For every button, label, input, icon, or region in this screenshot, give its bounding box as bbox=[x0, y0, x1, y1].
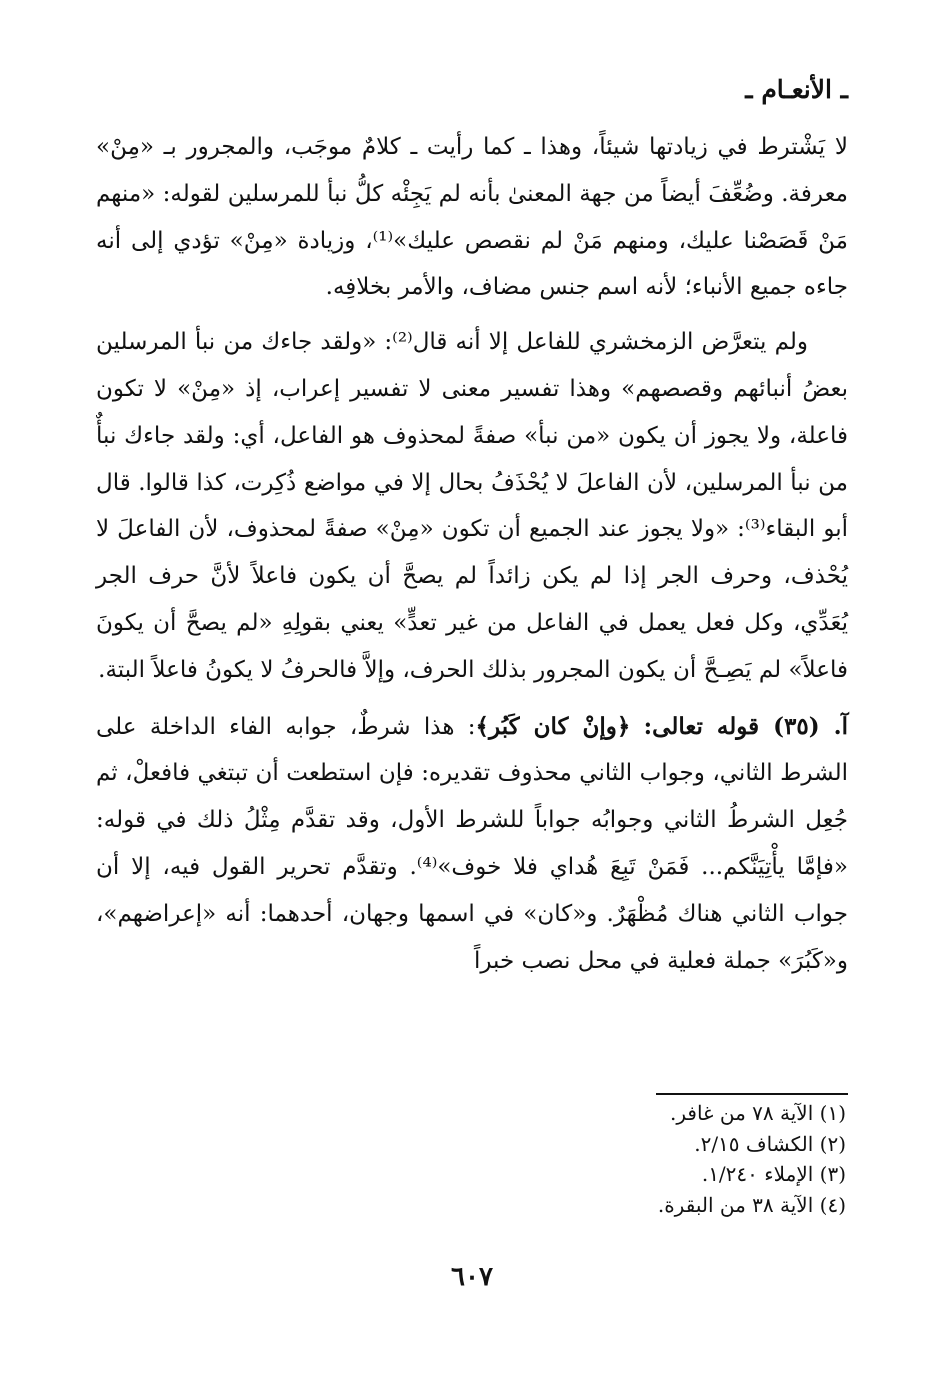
verse-reference-label: آ. (٣٥) قوله تعالى: bbox=[643, 712, 848, 740]
quran-quote: ﴿وإنْ كان كَبُر﴾ bbox=[475, 712, 631, 740]
footnote-2: (٢) الكشاف ٢/١٥. bbox=[694, 1131, 846, 1156]
footnote-1: (١) الآية ٧٨ من غافر. bbox=[670, 1101, 846, 1125]
footnotes-list bbox=[346, 1098, 846, 1220]
paragraph-2: ولم يتعرَّض الزمخشري للفاعل إلا أنه قال⁽²⁾: «ولقد جاءك من نبأ المرسلين بعضُ أنبائهم وقصصهم» وهذا تفسير معنى لا تفسير إعراب، إذ «مِنْ» لا تكون فاعلة، ولا يجوز أن يكون «من نبأ» صفةً لمحذوف هو الفاعل، أي: ولقد جاءك نبأٌ من نبأ المرسلين، لأن الفاعلَ لا يُحْذَفُ بحال إلا في مواضع ذُكِرت، كذا قالوا. قال أبو البقاء⁽³⁾: «ولا يجوز عند الجميع أن تكون «مِنْ» صفةً لمحذوف، لأن الفاعلَ لا يُحْذف، وحرف الجر إذا لم يكن زائداً لم يصحَّ أن يكون فاعلاً لأنَّ حرف الجر يُعَدِّي، وكل فعل يعمل في الفاعل من غير تعدٍّ» يعني بقولِهِ «لم يصحَّ أن يكونَ فاعلاً» لم يَصِـحَّ أن يكون المجرور بذلك الحرف، وإلاَّ فالحرفُ لا يكونُ فاعلاً البتة. bbox=[96, 329, 849, 683]
page-number: ٦٠٧ bbox=[451, 1262, 493, 1292]
paragraph-3-text: : هذا شرطٌ، جوابه الفاء الداخلة على الشرط الثاني، وجواب الثاني محذوف تقديره: فإن استطعت أن تبتغي فافعلْ، ثم جُعِل الشرطُ الثاني وجوابُه جواباً للشرط الأول، وقد تقدَّم مِثْلُ ذلك في قوله: «فإمَّا يأْتِيَنَّكم... فَمَنْ تَبِعَ هُداي فلا خوف»⁽⁴⁾. وتقدَّم تحرير القول فيه، إلا أن جواب الثاني هناك مُظْهَرٌ. و«كان» في اسمها وجهان، أحدهما: أنه «إعراضهم»، و«كَبُرَ» جملة فعلية في محل نصب خبراً bbox=[96, 713, 849, 974]
footnote-separator bbox=[656, 1093, 848, 1095]
main-text bbox=[96, 124, 848, 984]
footnote-3: (٣) الإملاء ١/٢٤٠. bbox=[701, 1162, 846, 1186]
paragraph-3 bbox=[96, 704, 848, 985]
paragraph-1: لا يَشْترط في زيادتها شيئاً، وهذا ـ كما رأيت ـ كلامٌ موجَب، والمجرور بـ «مِنْ» معرفة. وضُعِّفَ أيضاً من جهة المعنىٰ بأنه لم يَجِئْه كلُّ نبأ للمرسلين لقوله: «منهم مَنْ قَصَصْنا عليك، ومنهم مَنْ لم نقصص عليك»⁽¹⁾، وزيادة «مِنْ» تؤدي إلى أنه جاءه جميع الأنباء؛ لأنه اسم جنس مضاف، والأمر بخلافِه. bbox=[96, 134, 848, 301]
footnote-4: (٤) الآية ٣٨ من البقرة. bbox=[657, 1192, 846, 1217]
running-header: ـ الأنعـام ـ bbox=[745, 75, 848, 104]
